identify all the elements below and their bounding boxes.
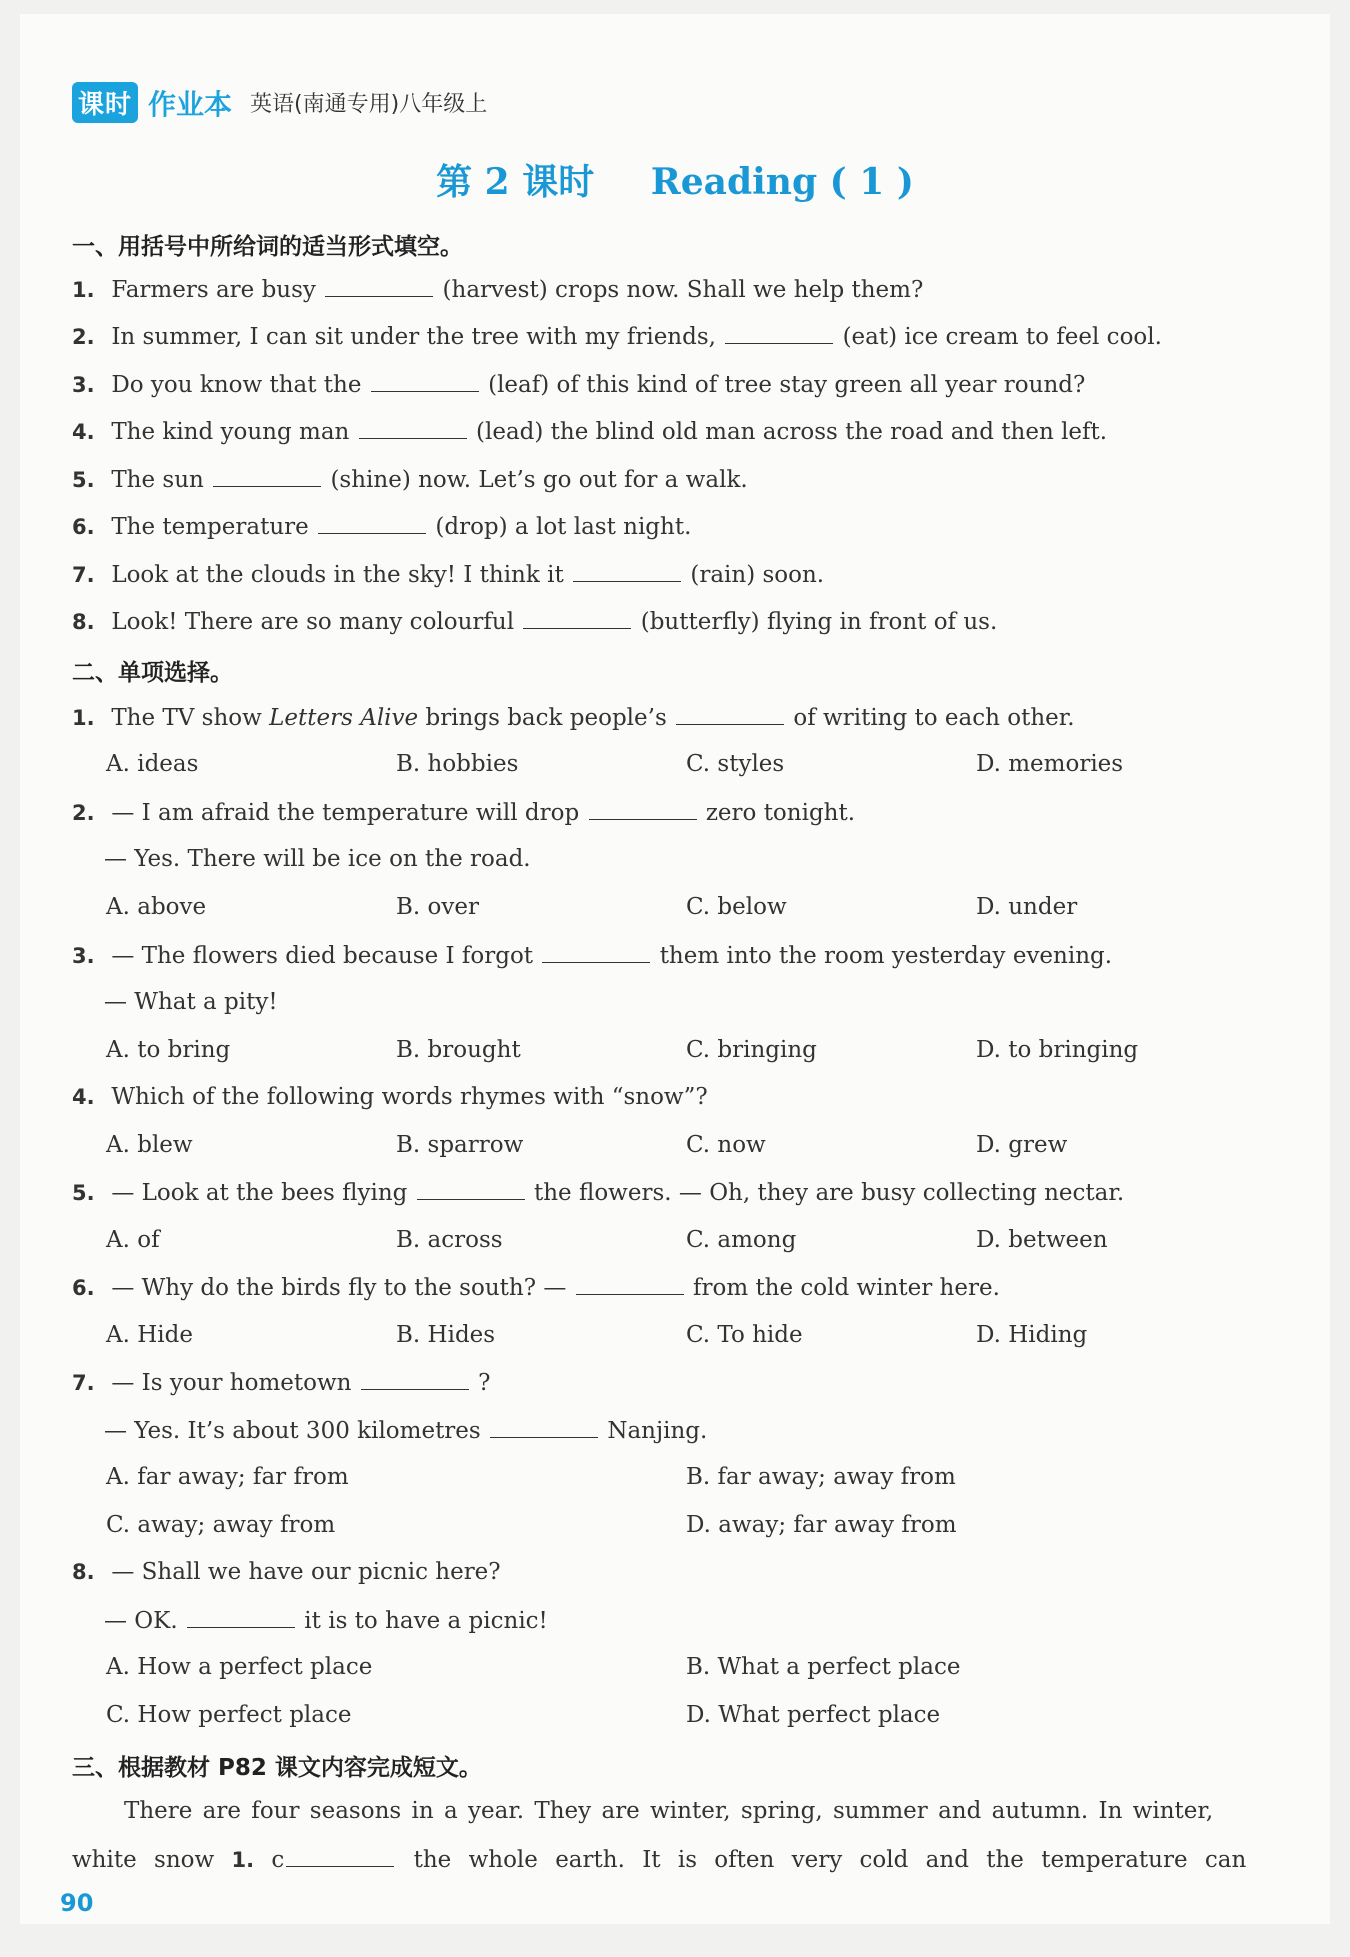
mcq-5-stem: 5. — Look at the bees flying the flowers. — Oh, they are busy collecting nectar. bbox=[72, 1177, 1124, 1208]
s1-item-7: 7. Look at the clouds in the sky! I think it (rain) soon. bbox=[72, 559, 824, 590]
answer-blank[interactable] bbox=[542, 940, 650, 963]
s1-item-1: 1. Farmers are busy (harvest) crops now. Shall we help them? bbox=[72, 274, 923, 305]
mcq-3-option-a[interactable]: A. to bring bbox=[106, 1037, 231, 1063]
passage-line-1: There are four seasons in a year. They are winter, spring, summer and autumn. In winter, bbox=[124, 1798, 1214, 1824]
answer-blank[interactable] bbox=[361, 1367, 469, 1390]
answer-blank[interactable] bbox=[325, 274, 433, 297]
mcq-7-stem: 7. — Is your hometown ? bbox=[72, 1367, 490, 1398]
mcq-2-stem: 2. — I am afraid the temperature will drop zero tonight. bbox=[72, 797, 855, 828]
mcq-6-option-c[interactable]: C. To hide bbox=[686, 1322, 803, 1348]
mcq-6-option-b[interactable]: B. Hides bbox=[396, 1322, 496, 1348]
mcq-2-reply: — Yes. There will be ice on the road. bbox=[104, 846, 531, 872]
answer-blank[interactable] bbox=[490, 1415, 598, 1438]
s1-item-6: 6. The temperature (drop) a lot last night. bbox=[72, 511, 691, 542]
lesson-title bbox=[20, 154, 1330, 205]
subject-label: 英语(南通专用)八年级上 bbox=[250, 92, 488, 117]
mcq-8-option-c[interactable]: C. How perfect place bbox=[106, 1702, 352, 1728]
page-number: 90 bbox=[60, 1889, 94, 1917]
mcq-1-option-c[interactable]: C. styles bbox=[686, 751, 785, 777]
mcq-5-option-c[interactable]: C. among bbox=[686, 1227, 797, 1253]
mcq-8-option-d[interactable]: D. What perfect place bbox=[686, 1702, 941, 1728]
answer-blank[interactable] bbox=[576, 1272, 684, 1295]
mcq-4-option-b[interactable]: B. sparrow bbox=[396, 1132, 524, 1158]
mcq-3-option-d[interactable]: D. to bringing bbox=[976, 1037, 1139, 1063]
mcq-8-option-a[interactable]: A. How a perfect place bbox=[106, 1654, 373, 1680]
answer-blank[interactable] bbox=[725, 321, 833, 344]
s1-item-2: 2. In summer, I can sit under the tree with my friends, (eat) ice cream to feel cool. bbox=[72, 321, 1162, 352]
answer-blank[interactable] bbox=[371, 369, 479, 392]
answer-blank[interactable] bbox=[187, 1605, 295, 1628]
lesson-number: 第 2 课时 bbox=[436, 161, 595, 203]
answer-blank[interactable] bbox=[573, 559, 681, 582]
mcq-6-stem: 6. — Why do the birds fly to the south? — from the cold winter here. bbox=[72, 1272, 1000, 1303]
header bbox=[72, 82, 487, 123]
mcq-4-option-a[interactable]: A. blew bbox=[106, 1132, 193, 1158]
mcq-8-reply: — OK. it is to have a picnic! bbox=[104, 1605, 548, 1636]
mcq-2-option-c[interactable]: C. below bbox=[686, 894, 787, 920]
mcq-3-stem: 3. — The flowers died because I forgot them into the room yesterday evening. bbox=[72, 940, 1112, 971]
answer-blank[interactable] bbox=[318, 511, 426, 534]
s1-item-4: 4. The kind young man (lead) the blind old man across the road and then left. bbox=[72, 416, 1107, 447]
mcq-3-option-b[interactable]: B. brought bbox=[396, 1037, 521, 1063]
answer-blank[interactable] bbox=[589, 797, 697, 820]
mcq-5-option-d[interactable]: D. between bbox=[976, 1227, 1108, 1253]
answer-blank[interactable] bbox=[213, 464, 321, 487]
mcq-1-stem: 1. The TV show Letters Alive brings back people’s of writing to each other. bbox=[72, 702, 1075, 733]
answer-blank[interactable] bbox=[676, 702, 784, 725]
s1-item-8: 8. Look! There are so many colourful (butterfly) flying in front of us. bbox=[72, 606, 997, 637]
mcq-1-option-a[interactable]: A. ideas bbox=[106, 751, 199, 777]
mcq-7-reply: — Yes. It’s about 300 kilometres Nanjing. bbox=[104, 1415, 707, 1446]
mcq-6-option-a[interactable]: A. Hide bbox=[106, 1322, 193, 1348]
mcq-7-option-a[interactable]: A. far away; far from bbox=[106, 1464, 349, 1490]
mcq-4-option-c[interactable]: C. now bbox=[686, 1132, 766, 1158]
mcq-6-option-d[interactable]: D. Hiding bbox=[976, 1322, 1088, 1348]
mcq-1-option-b[interactable]: B. hobbies bbox=[396, 751, 519, 777]
mcq-8-option-b[interactable]: B. What a perfect place bbox=[686, 1654, 961, 1680]
mcq-2-option-d[interactable]: D. under bbox=[976, 894, 1078, 920]
mcq-5-option-b[interactable]: B. across bbox=[396, 1227, 503, 1253]
passage-line-2: white snow 1. c the whole earth. It is often very cold and the temperature can bbox=[72, 1844, 1246, 1875]
mcq-2-option-b[interactable]: B. over bbox=[396, 894, 479, 920]
answer-blank[interactable] bbox=[286, 1844, 394, 1867]
mcq-3-reply: — What a pity! bbox=[104, 989, 278, 1015]
answer-blank[interactable] bbox=[417, 1177, 525, 1200]
mcq-4-option-d[interactable]: D. grew bbox=[976, 1132, 1068, 1158]
brand-name: 作业本 bbox=[148, 87, 233, 121]
section2-heading: 二、单项选择。 bbox=[72, 660, 233, 686]
answer-blank[interactable] bbox=[523, 606, 631, 629]
logo: 课时 bbox=[72, 82, 138, 123]
section1-heading: 一、用括号中所给词的适当形式填空。 bbox=[72, 234, 463, 260]
answer-blank[interactable] bbox=[359, 416, 467, 439]
mcq-4-stem: 4. Which of the following words rhymes with “snow”? bbox=[72, 1084, 708, 1110]
mcq-7-option-c[interactable]: C. away; away from bbox=[106, 1512, 336, 1538]
mcq-7-option-b[interactable]: B. far away; away from bbox=[686, 1464, 956, 1490]
s1-item-5: 5. The sun (shine) now. Let’s go out for a walk. bbox=[72, 464, 748, 495]
s1-item-3: 3. Do you know that the (leaf) of this kind of tree stay green all year round? bbox=[72, 369, 1085, 400]
section3-heading: 三、根据教材 P82 课文内容完成短文。 bbox=[72, 1755, 482, 1781]
mcq-1-option-d[interactable]: D. memories bbox=[976, 751, 1124, 777]
workbook-page bbox=[20, 14, 1330, 1924]
mcq-2-option-a[interactable]: A. above bbox=[106, 894, 207, 920]
lesson-topic: Reading ( 1 ) bbox=[650, 161, 914, 203]
mcq-8-stem: 8. — Shall we have our picnic here? bbox=[72, 1559, 501, 1585]
mcq-7-option-d[interactable]: D. away; far away from bbox=[686, 1512, 957, 1538]
mcq-5-option-a[interactable]: A. of bbox=[106, 1227, 160, 1253]
mcq-3-option-c[interactable]: C. bringing bbox=[686, 1037, 817, 1063]
